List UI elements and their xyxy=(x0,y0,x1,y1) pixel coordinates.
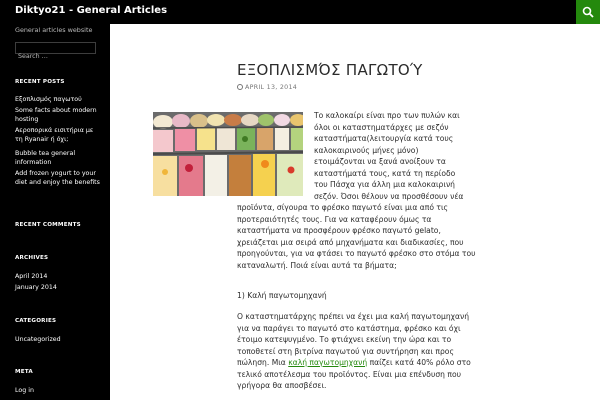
search-input[interactable] xyxy=(16,52,95,62)
intro-line: σεζόν. Όσοι θέλουν να προσθέσουν νέα xyxy=(314,191,464,201)
intro-line: ετοιμάζονται να ξανά ανοίξουν τα xyxy=(314,157,446,166)
recent-post-link[interactable]: Bubble tea general information xyxy=(15,150,76,166)
intro-line: καλοκαιρινούς μήνες μόνο) xyxy=(314,145,419,155)
clock-icon xyxy=(237,84,243,90)
search-icon xyxy=(582,6,594,18)
intro-line: καταστήματά τους, κατά τη περίοδο xyxy=(314,168,456,178)
intro-line: όλοι οι καταστηματάρχες με σεζόν xyxy=(314,122,449,132)
archive-link[interactable]: April 2014 xyxy=(15,273,48,280)
main-content xyxy=(110,24,600,400)
site-title[interactable]: Diktyo21 - General Articles xyxy=(15,5,168,16)
site-tagline: General articles website xyxy=(15,26,93,34)
site-header xyxy=(0,0,600,24)
recent-post-link[interactable]: Εξοπλισμός παγωτού xyxy=(15,96,82,103)
article-intro-continued: προϊόντα, σίγουρα το φρέσκο παγωτό είναι μια από τις προτεραιότητές τους. Για να καταφέρουν όμως τα καταστήματα να προσφέρουν φρέσκο παγωτό gelato, χρειάζεται μια σειρά από μηχανήματα και διαδικασίες, που προηγούνται, για να φτάσει το παγωτό φρέσκο στο στόμα του καταναλωτή. Ποιά είναι αυτά τα βήματα; xyxy=(237,203,476,270)
recent-post-link[interactable]: Αεροπορικά εισιτήρια με τη Ryanair ή όχι; xyxy=(15,127,94,143)
article-title[interactable]: ΕΞΟΠΛΙΣΜΌΣ ΠΑΓΩΤΟΎ xyxy=(237,61,423,79)
search-toggle-button[interactable] xyxy=(576,0,600,24)
intro-line: καταστήματα(λειτουργία κατά τους xyxy=(314,134,454,143)
sidebar xyxy=(0,24,110,400)
widget-title-archives: ARCHIVES xyxy=(15,255,49,261)
section-heading: 1) Καλή παγωτομηχανή xyxy=(237,291,327,300)
sidebar-search-box[interactable] xyxy=(15,42,96,54)
article-date-text: APRIL 13, 2014 xyxy=(245,84,298,91)
recent-post-link[interactable]: Some facts about modern hosting xyxy=(15,107,97,123)
archive-link[interactable]: January 2014 xyxy=(15,284,57,291)
body-text: Ο καταστηματάρχης πρέπει να έχει μια καλή παγωτομηχανή για να παράγει το παγωτό στο κατάστημα, φρέσκο και όχι έτοιμο κατεψυγμένο. Το φτιάχνει εκείνη την ώρα και το τοποθετεί στη βιτρίνα παγωτού για συντήρηση και προς πώληση. Μια xyxy=(237,312,470,367)
article-body xyxy=(237,311,477,392)
recent-post-link[interactable]: Add frozen yogurt to your diet and enjoy the benefits xyxy=(15,170,100,186)
gelato-display-image xyxy=(153,112,303,196)
category-link[interactable]: Uncategorized xyxy=(15,336,61,343)
widget-title-recent-posts: RECENT POSTS xyxy=(15,79,65,85)
article-date[interactable] xyxy=(237,84,297,91)
body-text: παίζει κατά 40% ρόλο στο τελικό αποτέλεσμα του προϊόντος. Είναι μια επένδυση που γρήγορα θα αποσβέσει. xyxy=(237,358,471,390)
intro-line: του Πάσχα για άλλη μια καλοκαιρινή xyxy=(314,180,455,189)
article-intro-wrap xyxy=(314,110,484,202)
ice-cream-machine-link[interactable]: καλή παγωτομηχανή xyxy=(288,358,368,367)
widget-title-categories: CATEGORIES xyxy=(15,318,57,324)
widget-title-meta: META xyxy=(15,369,33,375)
widget-title-recent-comments: RECENT COMMENTS xyxy=(15,222,81,228)
intro-line: Το καλοκαίρι είναι προ των πυλών και xyxy=(314,111,460,120)
meta-link-login[interactable]: Log in xyxy=(15,387,34,394)
